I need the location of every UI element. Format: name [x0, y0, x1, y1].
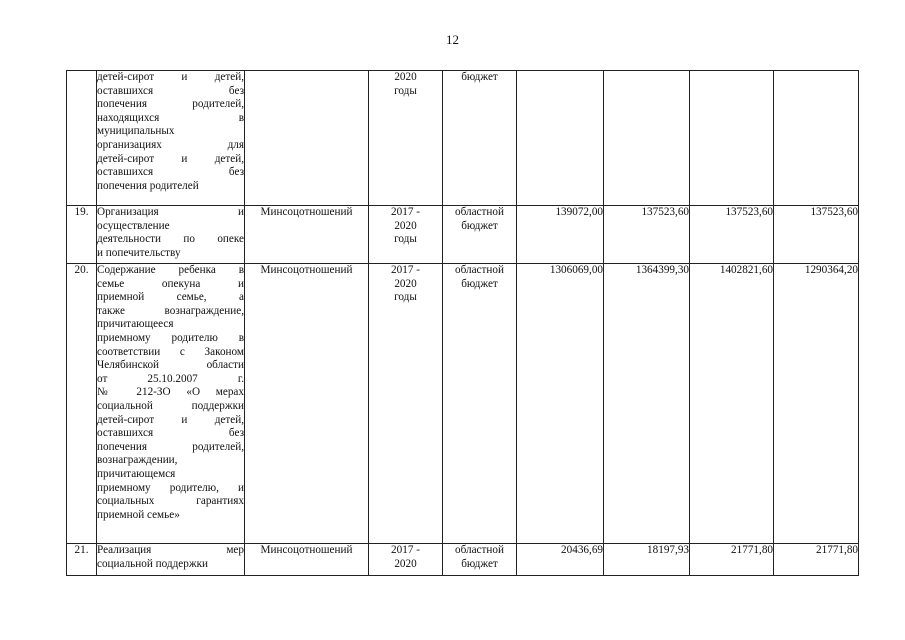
cell-line: 2020: [394, 219, 417, 232]
cell-line: деятельности по опеке: [97, 233, 244, 246]
cell-line: от 25.10.2007 г.: [97, 372, 244, 385]
cell-line: 2017 -: [391, 264, 420, 276]
cell-line: приемному родителю, и: [97, 481, 244, 494]
measure-description: [97, 206, 245, 264]
funding-source: [443, 71, 517, 206]
cell-line: социальной поддержки: [97, 399, 244, 412]
measure-description: [97, 264, 245, 544]
cell-line: социальных гарантиях: [97, 495, 244, 508]
executor: Минсоцотношений: [245, 544, 369, 576]
executor: Минсоцотношений: [245, 206, 369, 264]
cell-line: 2020: [394, 71, 417, 83]
executor: Минсоцотношений: [245, 264, 369, 544]
cell-line: областной: [455, 206, 504, 218]
cell-line: причитающееся: [97, 318, 174, 331]
table-row: [67, 206, 859, 264]
cell-line: бюджет: [461, 71, 498, 83]
cell-line: соответствии с Законом: [97, 345, 244, 358]
cell-line: 2020: [394, 277, 417, 290]
period: [369, 71, 443, 206]
cell-line: бюджет: [461, 277, 498, 290]
value-1: 1306069,00: [517, 264, 604, 544]
row-number: [67, 71, 97, 206]
cell-line: семье опекуна и: [97, 277, 244, 290]
cell-line: Организация и: [97, 206, 244, 218]
funding-source: [443, 264, 517, 544]
cell-line: 2020: [394, 557, 417, 570]
table-row: [67, 264, 859, 544]
value-3: [690, 71, 774, 206]
cell-line: приемной семье, а: [97, 291, 244, 304]
period: [369, 544, 443, 576]
row-number: 21.: [67, 544, 97, 576]
cell-line: вознаграждении,: [97, 454, 178, 467]
cell-line: приемной семье»: [97, 508, 180, 521]
table-row: [67, 71, 859, 206]
value-2: [604, 71, 690, 206]
cell-line: оставшихся без: [97, 427, 244, 440]
cell-line: попечения родителей,: [97, 440, 244, 453]
cell-line: осуществление: [97, 219, 170, 232]
value-1: 139072,00: [517, 206, 604, 264]
cell-line: 2017 -: [391, 544, 420, 556]
cell-line: попечения родителей,: [97, 98, 244, 111]
executor: [245, 71, 369, 206]
cell-line: областной: [455, 264, 504, 276]
funding-source: [443, 206, 517, 264]
cell-line: также вознаграждение,: [97, 304, 244, 317]
cell-line: 2017 -: [391, 206, 420, 218]
cell-line: детей-сирот и детей,: [97, 71, 244, 83]
measure-description: [97, 71, 245, 206]
cell-line: годы: [394, 84, 417, 97]
value-2: 18197,93: [604, 544, 690, 576]
cell-line: годы: [394, 233, 417, 246]
cell-line: областной: [455, 544, 504, 556]
cell-line: Содержание ребенка в: [97, 264, 244, 276]
cell-line: годы: [394, 291, 417, 304]
cell-line: и попечительству: [97, 246, 181, 259]
cell-line: попечения родителей: [97, 179, 199, 192]
value-4: 1290364,20: [774, 264, 859, 544]
value-1: [517, 71, 604, 206]
cell-line: оставшихся без: [97, 84, 244, 97]
cell-line: детей-сирот и детей,: [97, 413, 244, 426]
cell-line: организациях для: [97, 138, 244, 151]
program-measures-table: [66, 70, 859, 576]
cell-line: № 212-ЗО «О мерах: [97, 386, 244, 399]
cell-line: приемному родителю в: [97, 331, 244, 344]
cell-line: бюджет: [461, 219, 498, 232]
value-3: 137523,60: [690, 206, 774, 264]
cell-line: находящихся в: [97, 111, 244, 124]
value-3: 21771,80: [690, 544, 774, 576]
cell-line: Реализация мер: [97, 544, 244, 556]
cell-line: детей-сирот и детей,: [97, 152, 244, 165]
row-number: 20.: [67, 264, 97, 544]
cell-line: причитающемся: [97, 467, 176, 480]
cell-line: бюджет: [461, 557, 498, 570]
table-row: [67, 544, 859, 576]
cell-line: муниципальных: [97, 125, 175, 138]
period: [369, 206, 443, 264]
page-number: 12: [446, 32, 459, 47]
cell-line: социальной поддержки: [97, 557, 209, 570]
value-1: 20436,69: [517, 544, 604, 576]
cell-line: Челябинской области: [97, 359, 244, 372]
row-number: 19.: [67, 206, 97, 264]
value-4: [774, 71, 859, 206]
measure-description: [97, 544, 245, 576]
value-2: 137523,60: [604, 206, 690, 264]
funding-source: [443, 544, 517, 576]
value-3: 1402821,60: [690, 264, 774, 544]
value-4: 21771,80: [774, 544, 859, 576]
period: [369, 264, 443, 544]
value-2: 1364399,30: [604, 264, 690, 544]
cell-line: оставшихся без: [97, 166, 244, 179]
value-4: 137523,60: [774, 206, 859, 264]
